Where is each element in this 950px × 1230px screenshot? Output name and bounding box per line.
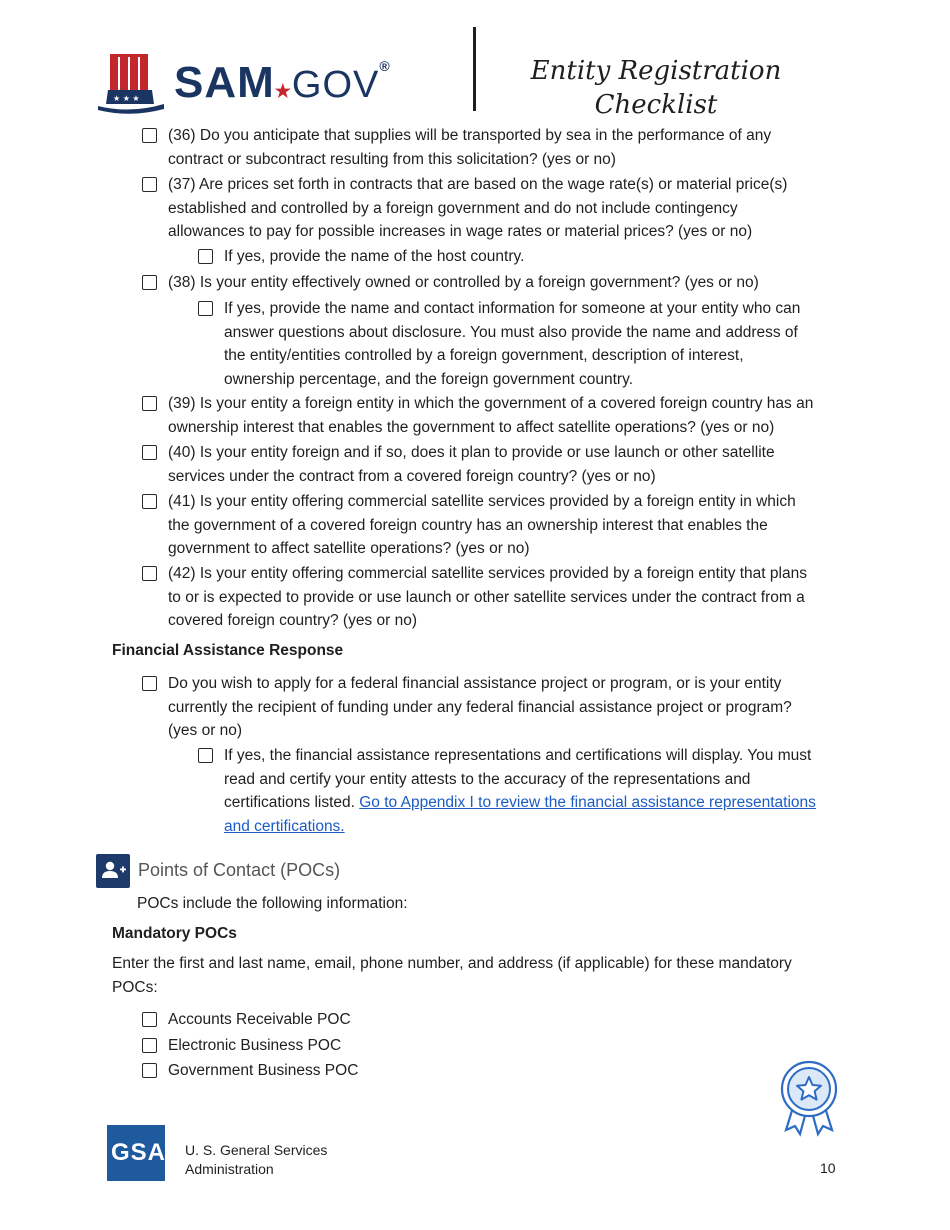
checkbox-item-37[interactable] [142, 177, 157, 192]
checkbox-item-42[interactable] [142, 566, 157, 581]
uncle-sam-hat-icon [96, 52, 170, 114]
mandatory-pocs-heading: Mandatory POCs [112, 925, 237, 942]
logo-star-icon: ★ [274, 81, 292, 101]
item-line: (37) Are prices set forth in contracts that are based on the wage rate(s) or material price(s) [168, 176, 788, 193]
checkbox-accounts-receivable-poc[interactable] [142, 1012, 157, 1027]
add-person-icon [96, 854, 130, 888]
page-header [0, 0, 950, 125]
item-line: If yes, the financial assistance representations and certifications will display. You must [224, 747, 812, 764]
item-line: the government of a covered foreign country has an ownership interest that enables the [168, 516, 768, 534]
item-line: (39) Is your entity a foreign entity in which the government of a covered foreign country has an [168, 395, 814, 412]
item-line: services under the contract from a covered foreign country? (yes or no) [168, 467, 656, 485]
checkbox-financial-certify[interactable] [198, 748, 213, 763]
appendix-i-link-cont[interactable]: and certifications. [224, 817, 345, 835]
poc-section-title: Points of Contact (POCs) [138, 860, 341, 880]
svg-text:★ ★ ★: ★ ★ ★ [113, 94, 140, 103]
checklist-item-42 [168, 562, 807, 633]
item-line: contract or subcontract resulting from this solicitation? (yes or no) [168, 150, 616, 168]
item-line: government to affect satellite operations? (yes or no) [168, 540, 530, 557]
document-title-line1: Entity Registration [530, 56, 782, 86]
item-line: Do you wish to apply for a federal financial assistance project or program, or is your entity [168, 675, 782, 692]
checkbox-item-40[interactable] [142, 445, 157, 460]
page-number: 10 [820, 1160, 836, 1176]
item-line [224, 791, 816, 815]
poc-item-government-business: Government Business POC [168, 1062, 359, 1079]
item-line: to or is expected to provide or use launch or other satellite services under the contract from a [168, 588, 805, 606]
item-line: (40) Is your entity foreign and if so, does it plan to provide or use launch or other satellite [168, 444, 775, 461]
document-title-line2: Checklist [594, 90, 718, 120]
checklist-subitem-host-country [224, 245, 524, 269]
checkbox-disclosure-contact[interactable] [198, 301, 213, 316]
item-line: (38) Is your entity effectively owned or controlled by a foreign government? (yes or no) [168, 274, 759, 291]
item-line: answer questions about disclosure. You must also provide the name and address of [224, 323, 798, 341]
item-line: covered foreign country? (yes or no) [168, 612, 417, 629]
agency-line: Administration [185, 1161, 274, 1177]
item-line: the entity/entities controlled by a foreign government, description of interest, [224, 347, 744, 364]
item-line-text: certifications listed. [224, 794, 360, 811]
award-ribbon-icon [776, 1058, 842, 1138]
checklist-item-41 [168, 490, 796, 561]
financial-assistance-heading: Financial Assistance Response [112, 642, 344, 659]
item-line: ownership percentage, and the foreign government country. [224, 370, 633, 388]
item-line: ownership interest that enables the government to affect satellite operations? (yes or no) [168, 418, 775, 436]
checkbox-item-41[interactable] [142, 494, 157, 509]
item-line: read and certify your entity attests to the accuracy of the representations and [224, 770, 751, 788]
item-line: allowances to pay for possible increases in wage rates or material prices? (yes or no) [168, 223, 753, 240]
checkbox-financial-assistance[interactable] [142, 676, 157, 691]
item-line: established and controlled by a foreign government and do not include contingency [168, 199, 738, 217]
checkbox-item-36[interactable] [142, 128, 157, 143]
text-line: POCs: [112, 978, 158, 996]
logo-sam-text: SAM [174, 58, 275, 107]
checkbox-host-country[interactable] [198, 249, 213, 264]
item-line: If yes, provide the name and contact information for someone at your entity who can [224, 300, 801, 317]
item-line: currently the recipient of funding under any federal financial assistance project or program? [168, 698, 792, 716]
sam-gov-logo [96, 52, 391, 114]
document-title [520, 54, 792, 122]
poc-item-electronic-business: Electronic Business POC [168, 1037, 342, 1054]
text-line: Enter the first and last name, email, phone number, and address (if applicable) for these mandatory [112, 955, 792, 972]
item-line: If yes, provide the name of the host country. [224, 248, 525, 265]
item-line: (yes or no) [168, 722, 243, 739]
logo-gov-text: GOV [291, 64, 380, 106]
agency-line: U. S. General Services [185, 1142, 328, 1158]
checklist-item-38 [168, 271, 759, 295]
header-divider [473, 27, 476, 111]
checklist-item-36 [168, 124, 771, 171]
logo-registered-mark: ® [379, 58, 391, 74]
checkbox-item-39[interactable] [142, 396, 157, 411]
checklist-item-37 [168, 173, 787, 244]
agency-name [185, 1141, 327, 1179]
gsa-logo-text: GSA [111, 1139, 167, 1166]
checklist-item-40 [168, 441, 775, 488]
checkbox-item-38[interactable] [142, 275, 157, 290]
item-line: (36) Do you anticipate that supplies will be transported by sea in the performance of any [168, 127, 772, 144]
checklist-subitem-disclosure [224, 297, 800, 391]
item-line: (41) Is your entity offering commercial satellite services provided by a foreign entity in which [168, 493, 796, 510]
poc-intro: POCs include the following information: [137, 895, 408, 912]
appendix-i-link[interactable]: Go to Appendix I to review the financial assistance representations [359, 794, 816, 811]
item-line: (42) Is your entity offering commercial satellite services provided by a foreign entity that plans [168, 565, 807, 582]
mandatory-pocs-text [112, 952, 792, 999]
sam-gov-wordmark [174, 58, 391, 108]
gsa-logo [107, 1125, 165, 1181]
checkbox-electronic-business-poc[interactable] [142, 1038, 157, 1053]
checkbox-government-business-poc[interactable] [142, 1063, 157, 1078]
checklist-subitem-financial-certify [224, 744, 816, 838]
poc-item-accounts-receivable: Accounts Receivable POC [168, 1011, 351, 1028]
item-line [224, 815, 816, 839]
checklist-item-39 [168, 392, 813, 439]
checklist-item-financial-assistance [168, 672, 792, 743]
